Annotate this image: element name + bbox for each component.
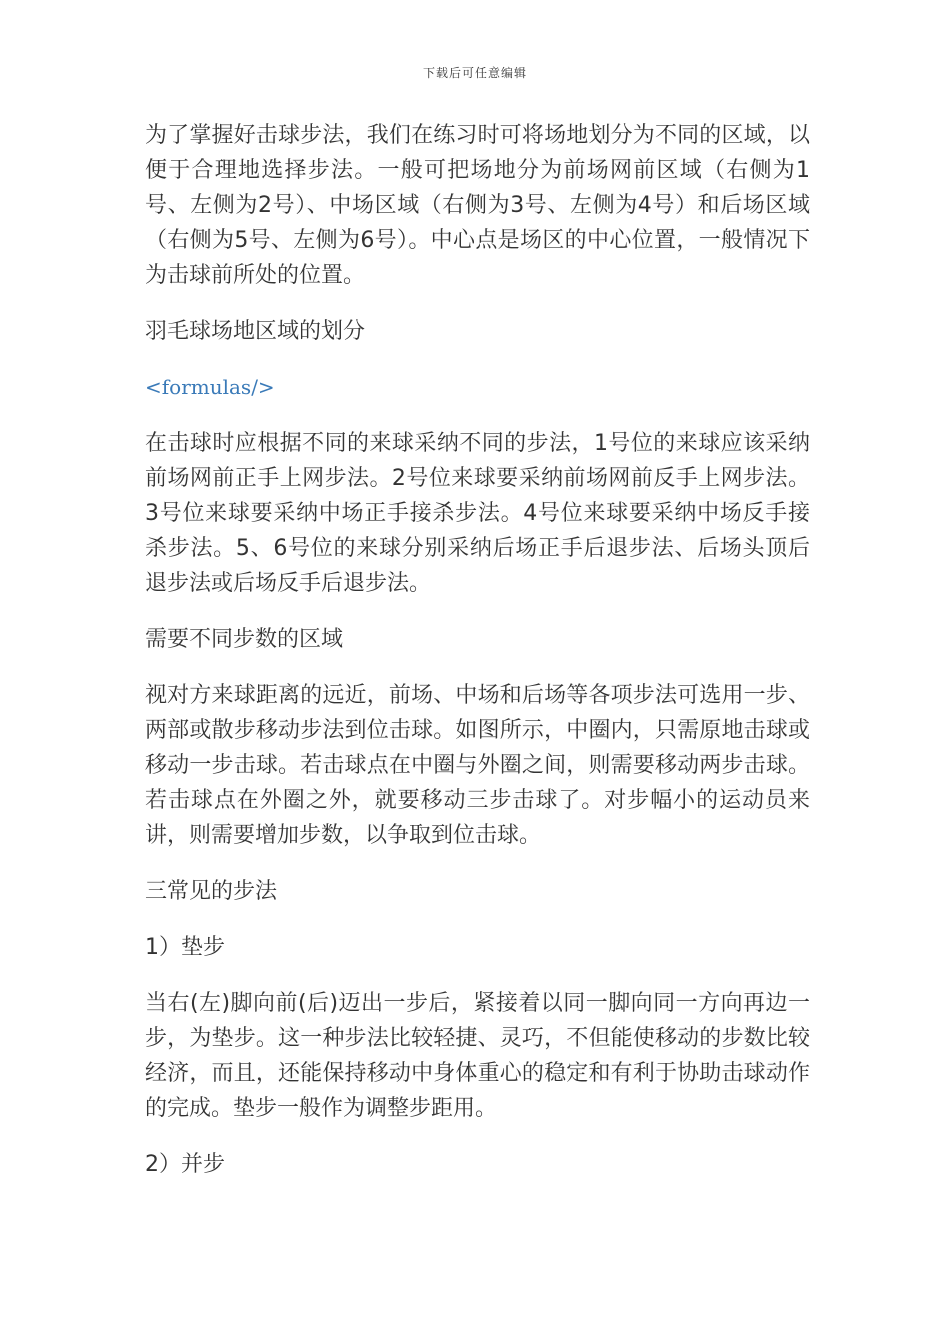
- paragraph-pad-step: 当右(左)脚向前(后)迈出一步后，紧接着以同一脚向同一方向再边一步，为垫步。这一种步法比较轻捷、灵巧，不但能使移动的步数比较经济，而且，还能保持移动中身体重心的稳定和有利于协助击球动作的完成。垫步一般作为调整步距用。: [145, 991, 810, 1121]
- page-header: 下载后可任意编辑: [422, 66, 527, 80]
- paragraph-court-zones: 为了掌握好击球步法，我们在练习时可将场地划分为不同的区域，以便于合理地选择步法。一般可把场地分为前场网前区域（右侧为1号、左侧为2号）、中场区域（右侧为3号、左侧为4号）和后场区域（右侧为5号、左侧为6号）。中心点是场区的中心位置，一般情况下为击球前所处的位置。: [145, 123, 810, 288]
- heading-court-division: 羽毛球场地区域的划分: [145, 319, 366, 344]
- paragraph-step-count: 视对方来球距离的远近，前场、中场和后场等各项步法可选用一步、两部或散步移动步法到位击球。如图所示，中圈内，只需原地击球或移动一步击球。若击球点在中圈与外圈之间，则需要移动两步击球。若击球点在外圈之外，就要移动三步击球了。对步幅小的运动员来讲，则需要增加步数，以争取到位击球。: [145, 683, 810, 848]
- heading-step-count-zones: 需要不同步数的区域: [145, 627, 344, 652]
- heading-common-footwork: 三常见的步法: [145, 879, 278, 904]
- document-body: [145, 118, 810, 1203]
- heading-pad-step: 1）垫步: [145, 935, 225, 960]
- paragraph-footwork-by-zone: 在击球时应根据不同的来球采纳不同的步法，1号位的来球应该采纳前场网前正手上网步法。2号位来球要采纳前场网前反手上网步法。3号位来球要采纳中场正手接杀步法。4号位来球要采纳中场反手接杀步法。5、6号位的来球分别采纳后场正手后退步法、后场头顶后退步法或后场反手后退步法。: [145, 431, 810, 596]
- heading-side-step: 2）并步: [145, 1152, 225, 1177]
- formula-placeholder: <formulas/>: [145, 375, 275, 399]
